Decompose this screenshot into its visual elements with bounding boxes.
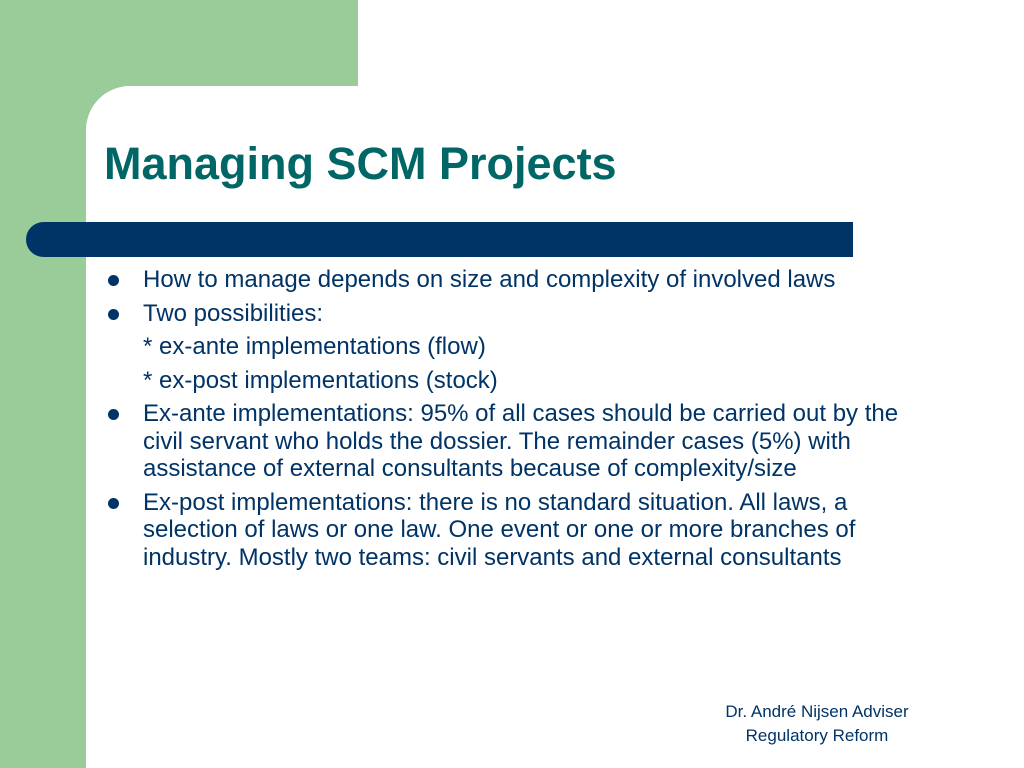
bullet-dot-icon bbox=[108, 275, 119, 286]
slide-title: Managing SCM Projects bbox=[104, 138, 617, 189]
footer-line-1: Dr. André Nijsen Adviser bbox=[725, 702, 909, 721]
bullet-dot-icon bbox=[108, 498, 119, 509]
sub-item bbox=[104, 367, 944, 395]
bullet-list bbox=[104, 266, 944, 577]
bullet-item bbox=[104, 400, 944, 483]
footer-author bbox=[690, 700, 944, 748]
sub-item bbox=[104, 333, 944, 361]
bullet-text: Two possibilities: bbox=[143, 299, 324, 327]
bullet-item bbox=[104, 489, 944, 572]
footer-line-2: Regulatory Reform bbox=[745, 726, 889, 745]
bullet-dot-icon bbox=[108, 309, 119, 320]
bullet-item bbox=[104, 300, 944, 328]
bullet-dot-icon bbox=[108, 409, 119, 420]
title-underline-bar bbox=[26, 222, 853, 257]
sub-item-text: * ex-ante implementations (flow) bbox=[143, 333, 486, 360]
bullet-text: Ex-post implementations: there is no standard situation. All laws, a selection of laws or one law. One event or one or more branches of industry. Mostly two teams: civil servants and external consultants bbox=[143, 488, 856, 571]
bullet-item bbox=[104, 266, 944, 294]
bullet-text: How to manage depends on size and complexity of involved laws bbox=[143, 266, 836, 293]
bullet-text: Ex-ante implementations: 95% of all cases should be carried out by the civil servant who holds the dossier. The remainder cases (5%) with assistance of external consultants because of complexity/size bbox=[143, 400, 899, 482]
sub-item-text: * ex-post implementations (stock) bbox=[143, 366, 498, 394]
